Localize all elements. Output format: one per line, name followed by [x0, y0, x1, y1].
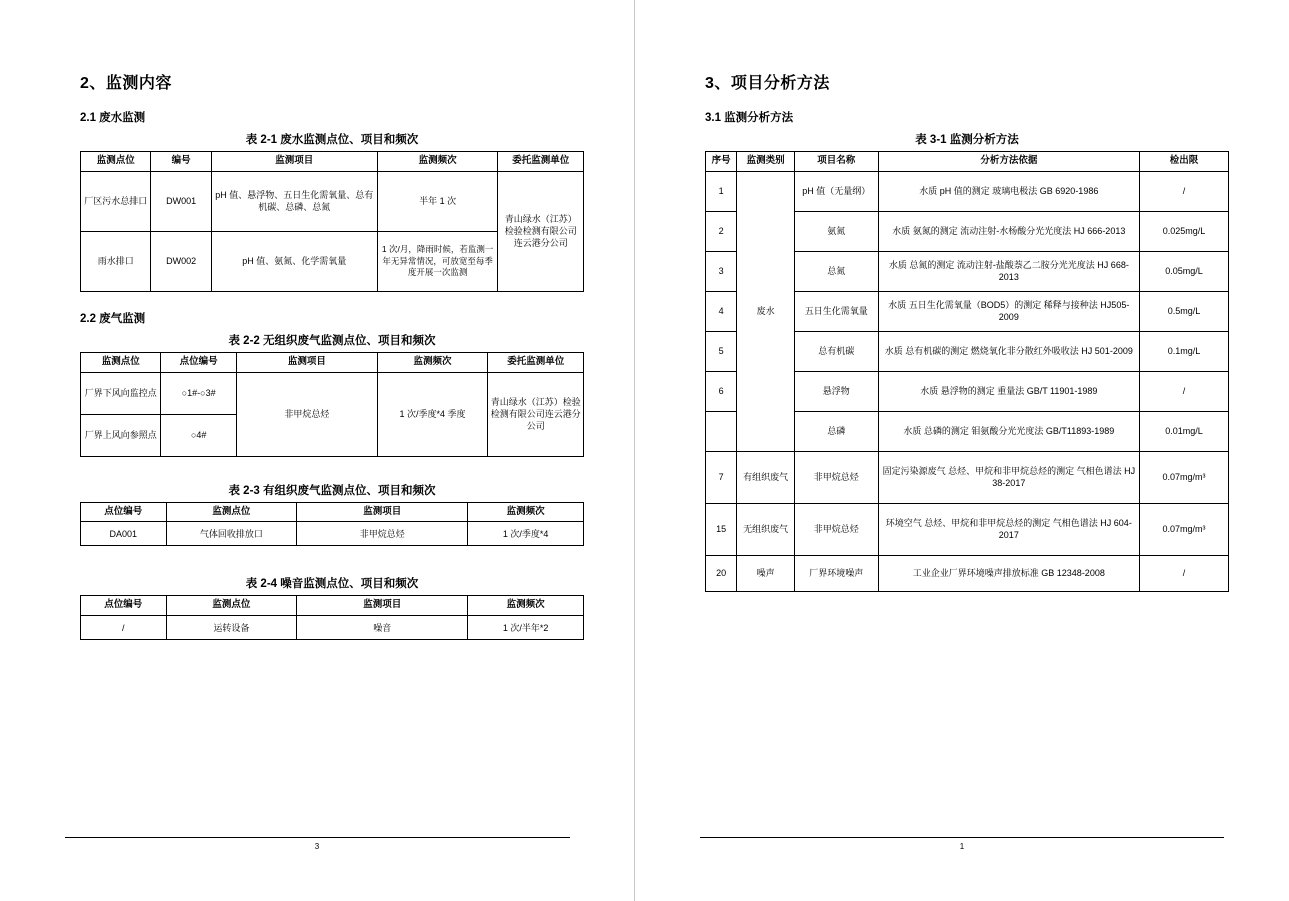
cell-detection-limit: /	[1140, 171, 1229, 211]
cell-method: 水质 总氮的测定 流动注射-盐酸萘乙二胺分光光度法 HJ 668-2013	[878, 251, 1140, 291]
section-heading-monitoring-content: 2、监测内容	[80, 75, 172, 92]
cell-method: 水质 pH 值的测定 玻璃电极法 GB 6920-1986	[878, 171, 1140, 211]
cell-item-name: 悬浮物	[794, 371, 878, 411]
cell-detection-limit: 0.05mg/L	[1140, 251, 1229, 291]
cell-code: ○4#	[161, 414, 236, 456]
cell-org: 青山绿水（江苏）检验检测有限公司连云港分公司	[488, 372, 584, 456]
cell-no: 6	[706, 371, 737, 411]
cell-items: pH 值、氨氮、化学需氧量	[211, 231, 377, 291]
table-header-row	[81, 502, 584, 522]
page-left	[0, 0, 635, 901]
cell-item-name: 厂界环境噪声	[794, 555, 878, 591]
cell-item-name: 总有机碳	[794, 331, 878, 371]
col-header-items: 监测项目	[297, 596, 468, 616]
page-footer-right	[635, 837, 1289, 851]
table-caption-2-1: 表 2-1 废水监测点位、项目和频次	[245, 134, 419, 146]
cell-point: 气体回收排放口	[166, 522, 297, 546]
cell-frequency: 1 次/季度*4 季度	[377, 372, 488, 456]
col-header-frequency: 监测频次	[377, 352, 488, 372]
cell-category: 废水	[737, 171, 795, 451]
col-header-item-name: 项目名称	[794, 152, 878, 172]
page-footer-left	[0, 837, 634, 851]
table-row	[81, 171, 584, 231]
cell-method: 水质 悬浮物的测定 重量法 GB/T 11901-1989	[878, 371, 1140, 411]
cell-items: 非甲烷总烃	[236, 372, 377, 456]
cell-no: 1	[706, 171, 737, 211]
cell-item-name: 五日生化需氧量	[794, 291, 878, 331]
cell-code: DW002	[151, 231, 211, 291]
cell-point: 厂界下风向监控点	[81, 372, 161, 414]
cell-point: 厂区污水总排口	[81, 171, 151, 231]
col-header-frequency: 监测频次	[468, 596, 584, 616]
cell-frequency: 1 次/季度*4	[468, 522, 584, 546]
col-header-point: 监测点位	[81, 352, 161, 372]
cell-method: 水质 总磷的测定 钼氨酸分光光度法 GB/T11893-1989	[878, 411, 1140, 451]
cell-no: 2	[706, 211, 737, 251]
cell-frequency: 1 次/月，降雨时候，若监测一年无异常情况，可放宽至每季度开展一次监测	[377, 231, 498, 291]
cell-no	[706, 411, 737, 451]
cell-code: DA001	[81, 522, 167, 546]
cell-frequency: 半年 1 次	[377, 171, 498, 231]
table-header-row	[81, 596, 584, 616]
table-caption-2-4: 表 2-4 噪音监测点位、项目和频次	[245, 578, 419, 591]
cell-detection-limit: 0.01mg/L	[1140, 411, 1229, 451]
table-caption-3-1: 表 3-1 监测分析方法	[915, 134, 1019, 146]
cell-category: 无组织废气	[737, 503, 795, 555]
table-row	[706, 503, 1229, 555]
cell-category: 有组织废气	[737, 451, 795, 503]
col-header-point: 监测点位	[166, 596, 297, 616]
col-header-code: 点位编号	[81, 596, 167, 616]
cell-detection-limit: 0.07mg/m³	[1140, 451, 1229, 503]
subsection-heading-waste-gas: 2.2 废气监测	[80, 312, 146, 325]
cell-code: DW001	[151, 171, 211, 231]
cell-detection-limit: /	[1140, 371, 1229, 411]
col-header-items: 监测项目	[211, 152, 377, 172]
cell-items: 噪音	[297, 616, 468, 640]
cell-point: 运转设备	[166, 616, 297, 640]
cell-items: 非甲烷总烃	[297, 522, 468, 546]
table-fugitive-gas-monitoring	[80, 352, 584, 457]
table-wastewater-monitoring	[80, 151, 584, 292]
col-header-items: 监测项目	[236, 352, 377, 372]
cell-category: 噪声	[737, 555, 795, 591]
table-header-row	[81, 352, 584, 372]
col-header-no: 序号	[706, 152, 737, 172]
cell-item-name: pH 值（无量纲）	[794, 171, 878, 211]
footer-rule	[65, 837, 570, 838]
cell-method: 水质 五日生化需氧量（BOD5）的测定 稀释与接种法 HJ505-2009	[878, 291, 1140, 331]
cell-item-name: 非甲烷总烃	[794, 451, 878, 503]
col-header-method: 分析方法依据	[878, 152, 1140, 172]
cell-method: 固定污染源废气 总烃、甲烷和非甲烷总烃的测定 气相色谱法 HJ 38-2017	[878, 451, 1140, 503]
subsection-heading-analysis-methods: 3.1 监测分析方法	[705, 112, 794, 124]
cell-method: 环境空气 总烃、甲烷和非甲烷总烃的测定 气相色谱法 HJ 604-2017	[878, 503, 1140, 555]
col-header-point: 监测点位	[166, 502, 297, 522]
cell-detection-limit: 0.5mg/L	[1140, 291, 1229, 331]
cell-detection-limit: 0.1mg/L	[1140, 331, 1229, 371]
cell-items: pH 值、悬浮物、五日生化需氧量、总有机碳、总磷、总氮	[211, 171, 377, 231]
cell-item-name: 氨氮	[794, 211, 878, 251]
cell-no: 20	[706, 555, 737, 591]
col-header-code: 编号	[151, 152, 211, 172]
cell-item-name: 总磷	[794, 411, 878, 451]
cell-method: 水质 氨氮的测定 流动注射-水杨酸分光光度法 HJ 666-2013	[878, 211, 1140, 251]
section-heading-analysis-methods: 3、项目分析方法	[705, 75, 830, 92]
col-header-code: 点位编号	[81, 502, 167, 522]
cell-no: 15	[706, 503, 737, 555]
table-row	[706, 451, 1229, 503]
page-number: 3	[314, 842, 320, 851]
cell-no: 4	[706, 291, 737, 331]
col-header-detection-limit: 检出限	[1140, 152, 1229, 172]
cell-item-name: 总氮	[794, 251, 878, 291]
cell-no: 5	[706, 331, 737, 371]
cell-detection-limit: /	[1140, 555, 1229, 591]
table-row	[706, 171, 1229, 211]
col-header-org: 委托监测单位	[488, 352, 584, 372]
col-header-org: 委托监测单位	[498, 152, 584, 172]
table-header-row	[706, 152, 1229, 172]
subsection-heading-wastewater: 2.1 废水监测	[80, 112, 146, 124]
cell-no: 3	[706, 251, 737, 291]
table-header-row	[81, 152, 584, 172]
col-header-items: 监测项目	[297, 502, 468, 522]
cell-code: ○1#-○3#	[161, 372, 236, 414]
cell-code: /	[81, 616, 167, 640]
page-right	[635, 0, 1289, 901]
col-header-code: 点位编号	[161, 352, 236, 372]
page-number: 1	[959, 842, 965, 851]
cell-detection-limit: 0.07mg/m³	[1140, 503, 1229, 555]
cell-method: 水质 总有机碳的测定 燃烧氧化非分散红外吸收法 HJ 501-2009	[878, 331, 1140, 371]
cell-item-name: 非甲烷总烃	[794, 503, 878, 555]
cell-no: 7	[706, 451, 737, 503]
col-header-frequency: 监测频次	[468, 502, 584, 522]
table-row	[81, 372, 584, 414]
cell-detection-limit: 0.025mg/L	[1140, 211, 1229, 251]
cell-frequency: 1 次/半年*2	[468, 616, 584, 640]
cell-point: 厂界上风向参照点	[81, 414, 161, 456]
table-organized-gas-monitoring	[80, 502, 584, 547]
table-caption-2-3: 表 2-3 有组织废气监测点位、项目和频次	[228, 484, 436, 497]
table-caption-2-2: 表 2-2 无组织废气监测点位、项目和频次	[228, 334, 436, 347]
cell-method: 工业企业厂界环境噪声排放标准 GB 12348-2008	[878, 555, 1140, 591]
table-noise-monitoring	[80, 595, 584, 640]
col-header-category: 监测类别	[737, 152, 795, 172]
table-row	[81, 522, 584, 546]
table-analysis-methods	[705, 151, 1229, 592]
col-header-frequency: 监测频次	[377, 152, 498, 172]
table-row	[706, 555, 1229, 591]
cell-org: 青山绿水（江苏）检验检测有限公司连云港分公司	[498, 171, 584, 291]
col-header-point: 监测点位	[81, 152, 151, 172]
footer-rule	[700, 837, 1224, 838]
cell-point: 雨水排口	[81, 231, 151, 291]
table-row	[81, 616, 584, 640]
